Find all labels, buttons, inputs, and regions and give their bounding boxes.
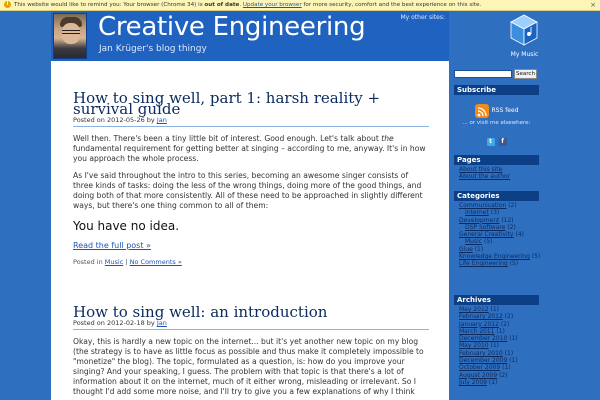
category-item — [459, 231, 539, 238]
category-count: (1) — [472, 245, 484, 253]
archive-item — [459, 364, 539, 371]
archive-count: (1) — [507, 335, 518, 343]
elsewhere-label: ... or visit me elsewhere: — [462, 120, 531, 126]
category-count: (3) — [488, 209, 500, 217]
category-count: (5) — [507, 260, 519, 268]
music-cube-icon — [510, 14, 538, 46]
category-item — [459, 224, 539, 231]
archive-link[interactable]: May 2010 — [459, 342, 489, 350]
avatar — [53, 13, 87, 59]
category-link[interactable]: Glue — [459, 245, 473, 253]
category-link[interactable]: Music — [104, 258, 124, 266]
category-item — [459, 217, 539, 224]
rss-feed-link[interactable]: RSS feed — [491, 107, 519, 114]
archive-item — [459, 328, 539, 335]
category-item — [459, 246, 539, 253]
archive-link[interactable]: December 2009 — [459, 357, 508, 365]
pages-widget — [454, 155, 539, 181]
sidebar — [449, 61, 600, 400]
widget-title: Pages — [454, 155, 539, 165]
post-footer: Posted in Music | No Comments » — [73, 258, 182, 266]
category-count: (12) — [499, 216, 514, 224]
category-link[interactable]: Internet — [465, 209, 489, 217]
archive-count: (1) — [507, 357, 518, 365]
archive-link[interactable]: July 2009 — [459, 378, 487, 386]
subscribe-widget — [454, 85, 539, 147]
author-link[interactable]: Jan — [156, 319, 167, 327]
post-highlight: You have no idea. — [73, 219, 180, 233]
category-link[interactable]: Music — [465, 238, 483, 246]
update-browser-link[interactable]: Update your browser — [242, 2, 302, 8]
archive-count: (1) — [486, 378, 498, 386]
notice-rest: for more security, comfort and the best experience on this site. — [301, 2, 482, 8]
other-sites-label: My other sites: — [400, 14, 445, 21]
author-link[interactable]: Jan — [156, 116, 167, 124]
twitter-icon[interactable]: t — [487, 138, 495, 146]
post-title-link[interactable]: How to sing well, part 1: harsh reality + survival guide — [73, 89, 381, 118]
comments-link[interactable]: No Comments » — [129, 258, 182, 266]
archive-count: (2) — [498, 320, 510, 328]
info-icon: i — [4, 1, 11, 8]
notice-bold: out of date — [204, 2, 240, 8]
close-icon[interactable]: × — [590, 1, 596, 9]
archive-count: (2) — [497, 371, 508, 379]
archive-item — [459, 306, 539, 313]
archive-link[interactable]: March 2011 — [459, 327, 495, 335]
post-paragraph: As I've said throughout the intro to this series, becoming an awesome singer consists of three kinds of tasks: doing the less of the wrong things, doing more of the good things, and doing both of that more consistently. All of these need to be approached in slightly different ways, but there's one thing common to all of them: — [73, 171, 423, 210]
archive-count: (1) — [502, 349, 514, 357]
post-title[interactable] — [73, 303, 429, 321]
archive-item — [459, 335, 539, 342]
post-meta: Posted on 2012-02-18 by Jan — [73, 319, 429, 330]
category-count: (5) — [482, 238, 493, 246]
archive-item — [459, 313, 539, 320]
archive-count: (1) — [494, 327, 505, 335]
browser-update-notice: i This website would like to remind you: Your browser (Chrome 34) is out of date. Update your browser for more security, comfort and the best experience on this site. × — [0, 0, 600, 11]
category-item — [459, 209, 539, 216]
archive-item — [459, 357, 539, 364]
my-music-link[interactable] — [449, 11, 600, 61]
archive-item — [459, 321, 539, 328]
site-title[interactable]: Creative Engineering — [98, 12, 366, 42]
category-link[interactable]: General Creativity — [459, 231, 514, 239]
category-link[interactable]: Knowledge Engineering — [459, 253, 530, 261]
category-link[interactable]: DSP Software — [465, 223, 506, 231]
archive-link[interactable]: October 2009 — [459, 364, 501, 372]
archives-widget — [454, 295, 539, 386]
post-paragraph: Okay, this is hardly a new topic on the internet... but it's yet another new topic on my blog (the strategy is to have as little focus as possible and thus make it completely impossible to "monetize" the blog). The topic, formulated as a question, is: how do you improve your singing? And your speaking, I guess. The problem with that topic is that there's a lot of information about it on the internet, much of it either wrong, misleading or irrelevant. So I thought I'd add some more noise, and I'll try to give you a few explanations of why I think — [73, 337, 424, 396]
archive-item — [459, 342, 539, 349]
category-count: (2) — [505, 223, 516, 231]
archive-count: (1) — [488, 306, 499, 313]
archive-item — [459, 372, 539, 379]
archive-link[interactable]: December 2010 — [459, 335, 508, 343]
archive-link[interactable]: January 2012 — [459, 320, 499, 328]
category-count: (5) — [529, 253, 541, 261]
post-paragraph: Well then. There's been a tiny little bit of interest. Good enough. Let's talk about the fundamental requirement for getting better at singing – according to me, anyway. It's in how you approach the whole process. — [73, 134, 426, 163]
widget-title: Subscribe — [454, 85, 539, 95]
my-music-label: My Music — [510, 51, 539, 58]
archive-count: (2) — [502, 313, 514, 321]
archive-link[interactable]: February 2010 — [459, 349, 503, 357]
main-content — [51, 61, 449, 400]
search-button[interactable]: Search — [514, 69, 537, 79]
category-link[interactable]: Development — [459, 216, 500, 224]
widget-title: Archives — [454, 295, 539, 305]
read-more-link[interactable]: Read the full post » — [73, 241, 151, 250]
page-link[interactable]: About the author — [459, 173, 511, 181]
archive-link[interactable]: August 2009 — [459, 371, 498, 379]
notice-text: This website would like to remind you: Your browser (Chrome 34) is — [14, 2, 205, 8]
rss-icon[interactable] — [475, 104, 489, 118]
search-input[interactable] — [454, 70, 512, 78]
category-item — [459, 253, 539, 260]
archive-item — [459, 379, 539, 386]
facebook-icon[interactable]: f — [499, 138, 507, 146]
post-meta: Posted on 2012-05-26 by Jan — [73, 116, 429, 127]
post-title-link[interactable]: How to sing well: an introduction — [73, 303, 328, 321]
page-link[interactable]: About this site — [459, 166, 503, 173]
site-header — [51, 11, 449, 61]
categories-widget — [454, 191, 539, 268]
widget-title: Categories — [454, 191, 539, 201]
category-link[interactable]: Life Engineering — [459, 260, 508, 268]
archive-link[interactable]: February 2012 — [459, 313, 503, 321]
archive-count: (1) — [500, 364, 511, 372]
post-article — [73, 89, 429, 266]
post-title[interactable] — [73, 89, 429, 118]
site-subtitle: Jan Krüger's blog thingy — [99, 44, 207, 54]
category-item — [459, 260, 539, 267]
category-count: (2) — [506, 202, 517, 209]
category-count: (4) — [513, 231, 524, 239]
archive-link[interactable]: May 2012 — [459, 306, 489, 313]
category-item — [459, 238, 539, 245]
post-article — [73, 303, 429, 397]
archive-item — [459, 350, 539, 357]
archive-count: (1) — [488, 342, 499, 350]
category-item — [459, 202, 539, 209]
category-link[interactable]: Communication — [459, 202, 507, 209]
